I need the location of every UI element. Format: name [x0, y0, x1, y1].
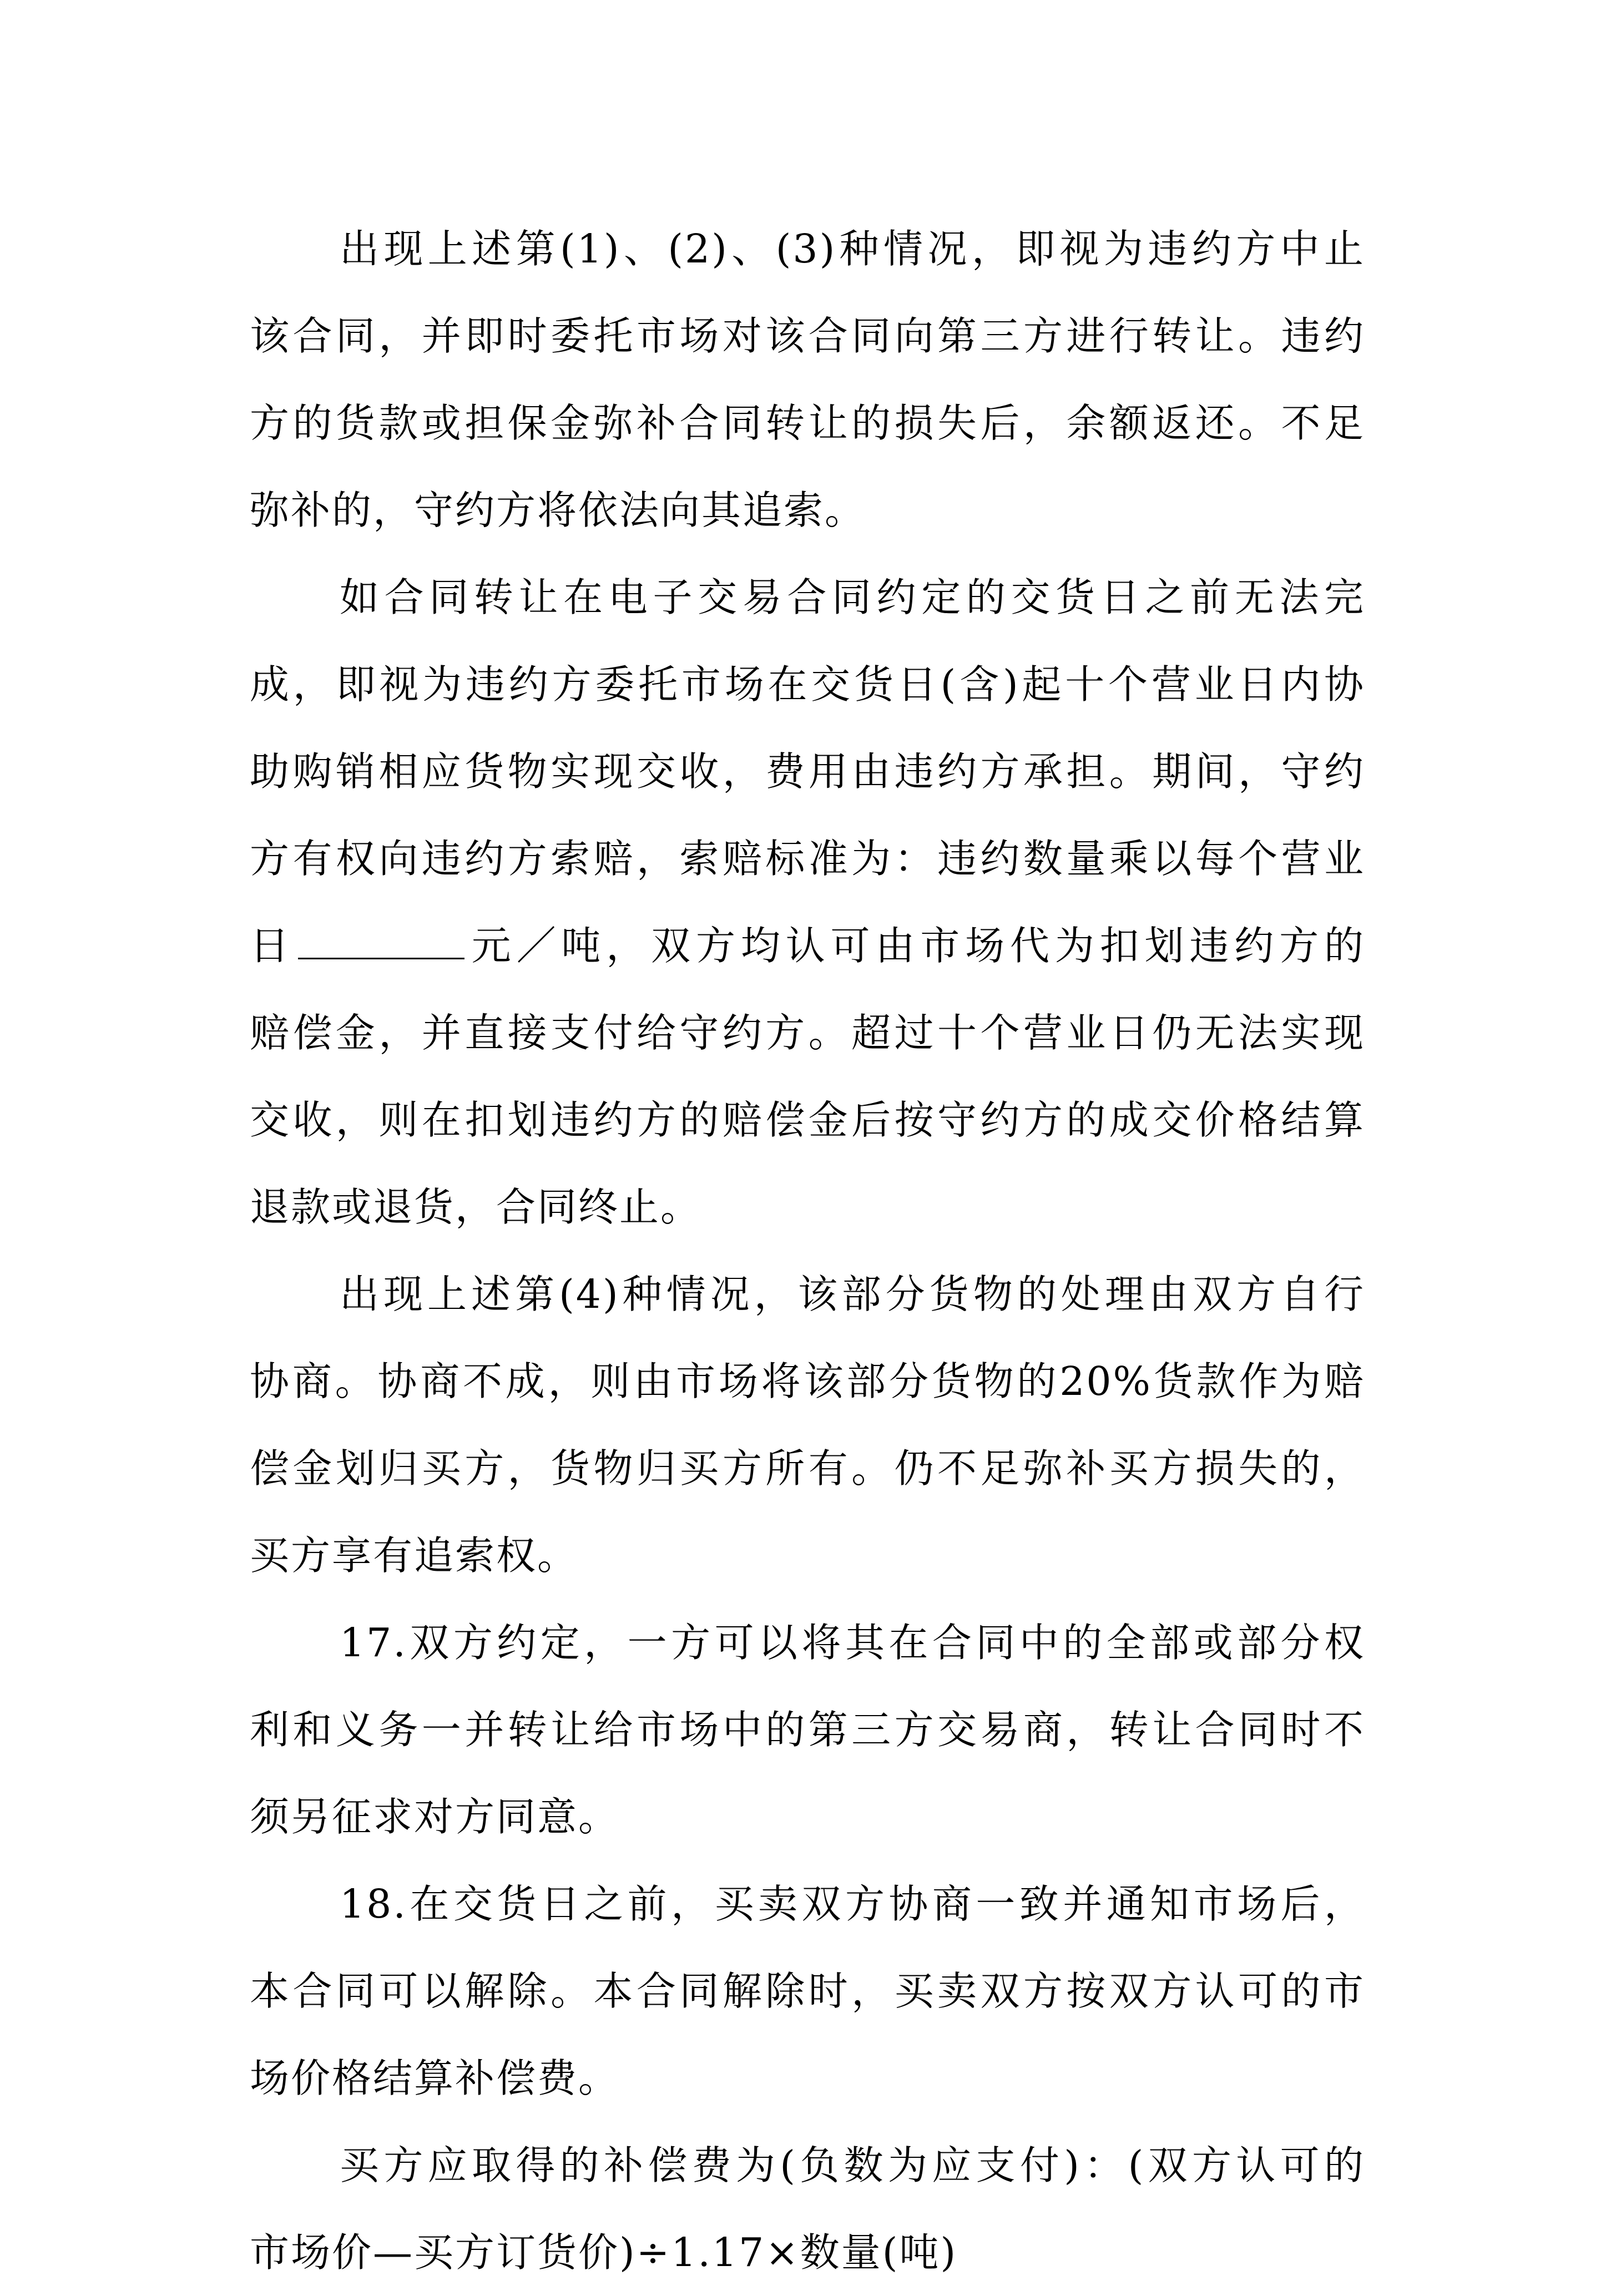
text-after-blank: 元／吨，双方均认可由市场代为扣划违约方的 — [467, 923, 1365, 969]
text-line: 利和义务一并转让给市场中的第三方交易商，转让合同时不 — [250, 1707, 1365, 1753]
paragraph-1 — [250, 205, 1365, 554]
text-line: 赔偿金，并直接支付给守约方。超过十个营业日仍无法实现 — [250, 1010, 1365, 1056]
text-line: 交收，则在扣划违约方的赔偿金后按守约方的成交价格结算 — [250, 1097, 1365, 1143]
text-before-blank: 日 — [250, 923, 295, 969]
paragraph-2 — [250, 554, 1365, 1251]
text-line: 买方享有追索权。 — [250, 1533, 579, 1579]
text-line-with-blank — [250, 902, 1365, 989]
text-line: 退款或退货，合同终止。 — [250, 1184, 702, 1230]
text-line: 18.在交货日之前，买卖双方协商一致并通知市场后， — [340, 1881, 1365, 1927]
text-line: 助购销相应货物实现交收，费用由违约方承担。期间，守约 — [250, 749, 1365, 795]
paragraph-clause-17 — [250, 1599, 1365, 1860]
text-line: 该合同，并即时委托市场对该合同向第三方进行转让。违约 — [250, 313, 1365, 359]
text-line: 须另征求对方同意。 — [250, 1794, 620, 1840]
text-line: 弥补的，守约方将依法向其追索。 — [250, 487, 866, 533]
text-line: 本合同可以解除。本合同解除时，买卖双方按双方认可的市 — [250, 1968, 1365, 2014]
text-line: 成，即视为违约方委托市场在交货日(含)起十个营业日内协 — [250, 661, 1365, 707]
text-line: 如合同转让在电子交易合同约定的交货日之前无法完 — [340, 574, 1365, 620]
text-line: 出现上述第(1)、(2)、(3)种情况，即视为违约方中止 — [340, 226, 1365, 272]
text-line: 方有权向违约方索赔，索赔标准为：违约数量乘以每个营业 — [250, 836, 1365, 882]
paragraph-clause-18 — [250, 1860, 1365, 2122]
text-line: 买方应取得的补偿费为(负数为应支付)：(双方认可的 — [340, 2142, 1365, 2188]
paragraph-compensation-formula — [250, 2122, 1365, 2296]
paragraph-3 — [250, 1251, 1365, 1599]
text-line: 协商。协商不成，则由市场将该部分货物的20%货款作为赔 — [250, 1358, 1365, 1404]
text-line: 17.双方约定，一方可以将其在合同中的全部或部分权 — [340, 1620, 1365, 1666]
document-page — [250, 205, 1365, 2296]
text-line: 市场价—买方订货价)÷1.17×数量(吨) — [250, 2229, 958, 2275]
text-line: 出现上述第(4)种情况，该部分货物的处理由双方自行 — [340, 1271, 1365, 1317]
text-line: 偿金划归买方，货物归买方所有。仍不足弥补买方损失的， — [250, 1445, 1365, 1491]
text-line: 方的货款或担保金弥补合同转让的损失后，余额返还。不足 — [250, 400, 1365, 446]
text-line: 场价格结算补偿费。 — [250, 2055, 620, 2101]
fill-in-blank — [298, 924, 464, 959]
